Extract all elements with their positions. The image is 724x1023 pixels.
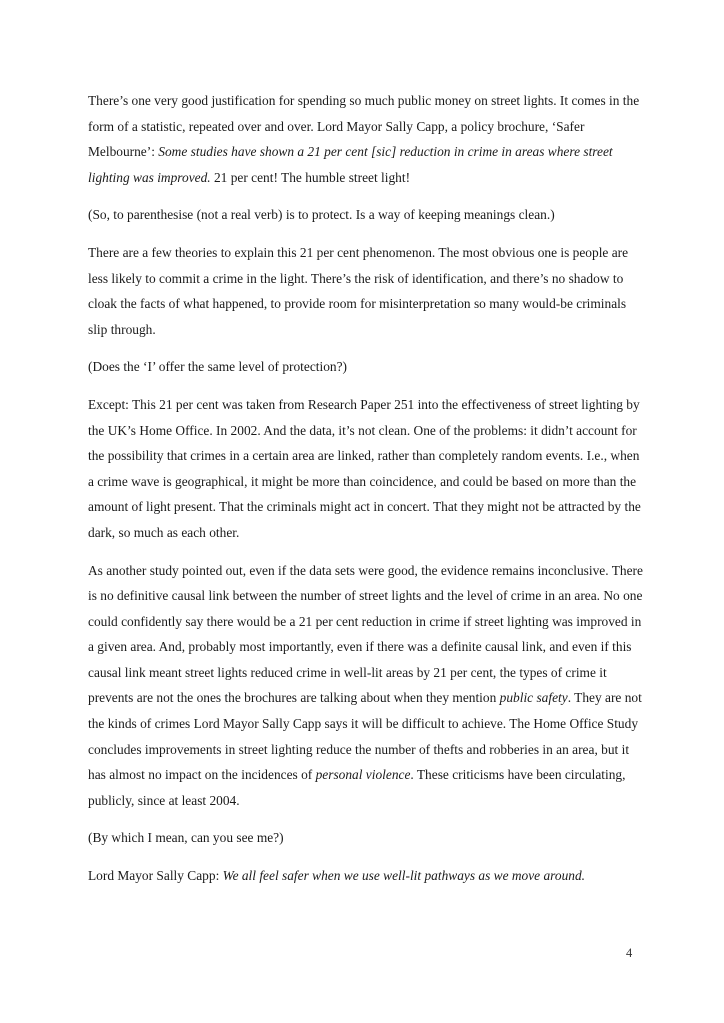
paragraph-another-study — [88, 558, 648, 814]
text-segment: There’s one very good justification for spending so much public money on street lights. It comes in the form of a statistic, repeated over and over. Lord Mayor Sally Capp, a policy brochure, ‘Safer Melbourne’: — [88, 93, 640, 160]
paragraph-research-paper — [88, 392, 648, 546]
paragraph-protection-question — [88, 354, 648, 380]
paragraph-street-lights-justification — [88, 88, 648, 190]
text-segment: . They are not the kinds of crimes Lord Mayor Sally Capp says it will be difficult to achieve. The Home Office Study concludes improvements in street lighting reduce the number of thefts and robberies in an area, but it has almost no impact on the incidences of — [88, 690, 642, 783]
text-segment: 21 per cent! The humble street light! — [210, 169, 411, 185]
quote-segment: We all feel safer when we use well-lit pathways as we move around. — [222, 868, 586, 884]
document-body — [88, 88, 648, 901]
text-segment: As another study pointed out, even if the data sets were good, the evidence remains inconclusive. There is no definitive causal link between the number of street lights and the level of crime in an area. No one could confidently say there would be a 21 per cent reduction in crime if street lighting was improved in a given area. And, probably most importantly, even if there was a definite causal link, and even if this causal link meant street lights reduced crime in well-lit areas by 21 per cent, the types of crime it prevents are not the ones the brochures are talking about when they mention — [88, 562, 643, 706]
paragraph-parenthesise — [88, 202, 648, 228]
quote-segment: Some studies have shown a 21 per cent [sic] reduction in crime in areas where street lighting was improved. — [88, 144, 613, 185]
text-segment: . These criticisms have been circulating, publicly, since at least 2004. — [88, 767, 626, 808]
text-segment: (Does the ‘I’ offer the same level of protection?) — [88, 359, 348, 375]
text-segment: Lord Mayor Sally Capp: — [88, 868, 223, 884]
text-segment: (So, to parenthesise (not a real verb) is to protect. Is a way of keeping meanings clean.) — [88, 207, 555, 223]
text-segment: There are a few theories to explain this 21 per cent phenomenon. The most obvious one is people are less likely to commit a crime in the light. There’s the risk of identification, and there’s no shadow to cloak the facts of what happened, to provide room for misinterpretation so many would-be criminals slip through. — [88, 244, 629, 337]
paragraph-can-you-see-me — [88, 825, 648, 851]
text-segment: Except: This 21 per cent was taken from Research Paper 251 into the effectiveness of street lighting by the UK’s Home Office. In 2002. And the data, it’s not clean. One of the problems: it didn’t account for the possibility that crimes in a certain area are linked, rather than completely random events. I.e., when a crime wave is geographical, it might be more than coincidence, and could be based on more than the amount of light present. That the criminals might act in concert. That they might not be attracted by the dark, so much as each other. — [88, 396, 641, 540]
paragraph-theories — [88, 240, 648, 342]
emphasis-segment: public safety — [499, 690, 568, 706]
emphasis-segment: personal violence — [315, 767, 411, 783]
paragraph-lord-mayor-quote — [88, 863, 648, 889]
page-number: 4 — [626, 946, 633, 960]
text-segment: (By which I mean, can you see me?) — [88, 830, 284, 846]
